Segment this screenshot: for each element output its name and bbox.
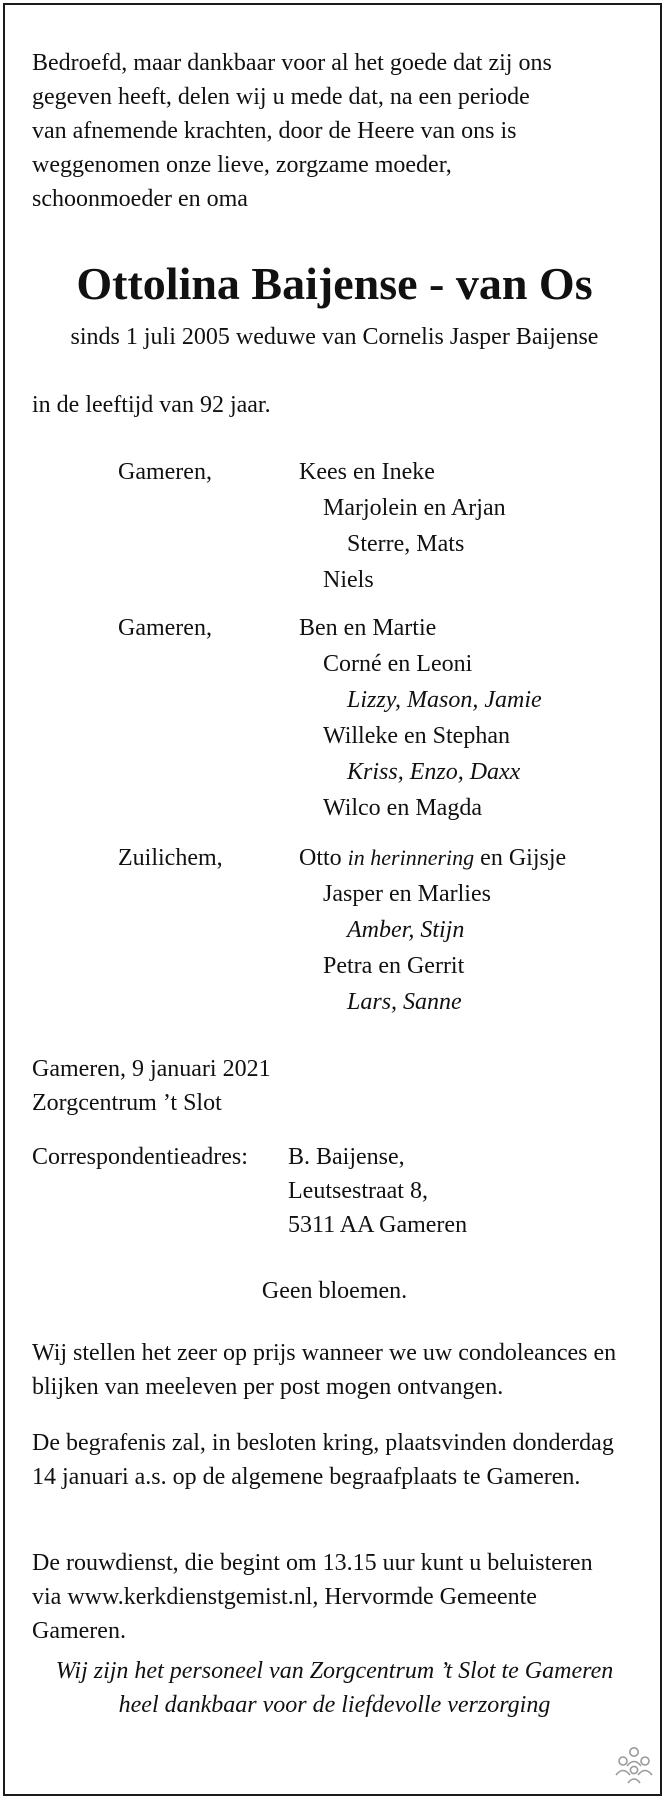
funeral-text: De begrafenis zal, in besloten kring, plaatsvinden donderdag 14 januari a.s. op de algemene begraafplaats te Gameren. — [32, 1430, 614, 1490]
family-place: Gameren, — [118, 459, 212, 485]
condolences-text: Wij stellen het zeer op prijs wanneer we uw condoleances en blijken van meeleven per post mogen ontvangen. — [32, 1340, 617, 1400]
intro-text: Bedroefd, maar dankbaar voor al het goede dat zij ons gegeven heeft, delen wij u mede dat, na een periode van afnemende krachten, door de Heere van ons is weggenomen onze lieve, zorgzame moeder, schoonmoeder en oma — [32, 50, 552, 212]
grandchildren-line: Amber, Stijn — [347, 917, 465, 943]
deceased-name: Ottolina Baijense - van Os — [76, 258, 593, 309]
age-line: in de leeftijd van 92 jaar. — [32, 392, 271, 418]
family-line: Kees en Ineke — [299, 459, 435, 485]
grandchildren-line: Lars, Sanne — [347, 989, 462, 1015]
grandchildren-line: Kriss, Enzo, Daxx — [347, 759, 521, 785]
closing-thanks: Wij zijn het personeel van Zorgcentrum ’t Slot te Gameren heel dankbaar voor de liefdevolle verzorging — [55, 1658, 614, 1718]
family-place: Gameren, — [118, 615, 212, 641]
family-line: Jasper en Marlies — [323, 881, 491, 907]
family-line — [299, 840, 566, 876]
service-text: De rouwdienst, die begint om 13.15 uur kunt u beluisteren via www.kerkdienstgemist.nl, Hervormde Gemeente Gameren. — [32, 1550, 593, 1644]
correspondence-street: Leutsestraat 8, — [288, 1178, 428, 1204]
correspondence-label: Correspondentieadres: — [32, 1144, 248, 1170]
family-line: Marjolein en Arjan — [323, 495, 506, 521]
family-line: Willeke en Stephan — [323, 723, 510, 749]
family-line: Petra en Gerrit — [323, 953, 465, 979]
people-group-icon — [610, 1744, 658, 1784]
grandchildren-line: Lizzy, Mason, Jamie — [347, 687, 542, 713]
no-flowers: Geen bloemen. — [261, 1278, 408, 1304]
location: Zorgcentrum ’t Slot — [32, 1090, 222, 1116]
correspondence-city: 5311 AA Gameren — [288, 1212, 468, 1238]
in-memoriam-note: in herinnering — [347, 845, 475, 870]
family-line: Wilco en Magda — [323, 795, 482, 821]
family-member-name: Otto — [299, 845, 342, 871]
widow-line: sinds 1 juli 2005 weduwe van Cornelis Jasper Baijense — [70, 324, 599, 350]
family-place: Zuilichem, — [118, 845, 223, 871]
family-line: Niels — [323, 567, 374, 593]
family-line: Ben en Martie — [299, 615, 437, 641]
date-place: Gameren, 9 januari 2021 — [32, 1056, 271, 1082]
grandchildren-line: Sterre, Mats — [347, 531, 465, 557]
correspondence-name: B. Baijense, — [288, 1144, 405, 1170]
family-line: Corné en Leoni — [323, 651, 473, 677]
family-member-name: en Gijsje — [480, 845, 567, 871]
